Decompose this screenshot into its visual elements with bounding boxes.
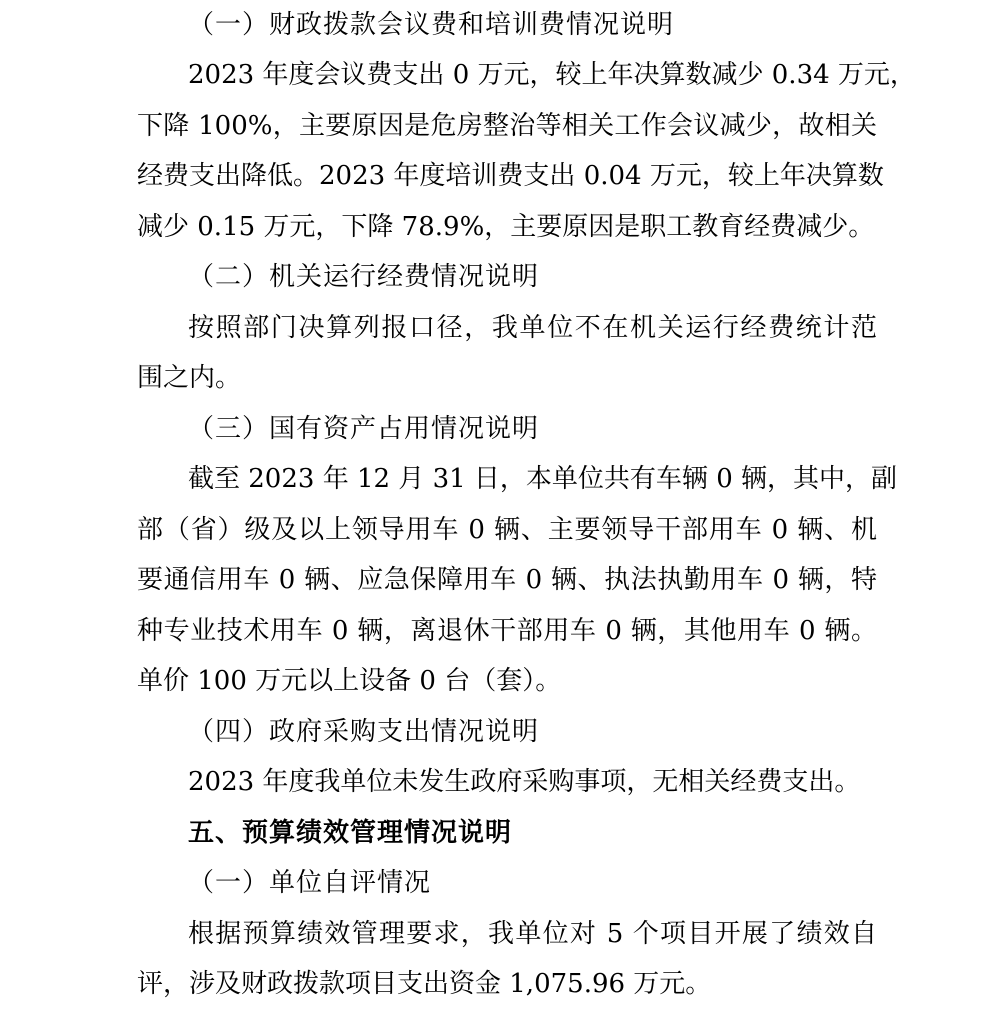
subheading-self-evaluation: （一）单位自评情况 [188, 868, 432, 898]
paragraph-line: 要通信用车 0 辆、应急保障用车 0 辆、执法执勤用车 0 辆，特 [137, 565, 877, 595]
paragraph-line: 2023 年度我单位未发生政府采购事项，无相关经费支出。 [188, 767, 861, 797]
section-heading-budget-performance: 五、预算绩效管理情况说明 [188, 818, 513, 848]
paragraph-line: 减少 0.15 万元，下降 78.9%，主要原因是职工教育经费减少。 [137, 212, 875, 242]
paragraph-line: 单价 100 万元以上设备 0 台（套）。 [137, 666, 562, 696]
paragraph-line: 部（省）级及以上领导用车 0 辆、主要领导干部用车 0 辆、机 [137, 515, 877, 545]
paragraph-line: 根据预算绩效管理要求，我单位对 5 个项目开展了绩效自 [188, 919, 877, 949]
subheading-meeting-training-fees: （一）财政拨款会议费和培训费情况说明 [188, 10, 675, 40]
paragraph-line: 围之内。 [137, 363, 242, 393]
paragraph-line: 截至 2023 年 12 月 31 日，本单位共有车辆 0 辆，其中，副 [188, 464, 897, 494]
paragraph-line: 2023 年度会议费支出 0 万元，较上年决算数减少 0.34 万元， [188, 60, 916, 90]
paragraph-line: 按照部门决算列报口径，我单位不在机关运行经费统计范 [188, 313, 877, 343]
paragraph-line: 评，涉及财政拨款项目支出资金 1,075.96 万元。 [137, 969, 712, 999]
paragraph-line: 下降 100%，主要原因是危房整治等相关工作会议减少，故相关 [137, 111, 877, 141]
paragraph-line: 经费支出降低。2023 年度培训费支出 0.04 万元，较上年决算数 [137, 161, 884, 191]
subheading-state-assets: （三）国有资产占用情况说明 [188, 414, 540, 444]
paragraph-line: 种专业技术用车 0 辆，离退休干部用车 0 辆，其他用车 0 辆。 [137, 616, 877, 646]
subheading-operating-expenses: （二）机关运行经费情况说明 [188, 262, 540, 292]
subheading-government-procurement: （四）政府采购支出情况说明 [188, 717, 540, 747]
